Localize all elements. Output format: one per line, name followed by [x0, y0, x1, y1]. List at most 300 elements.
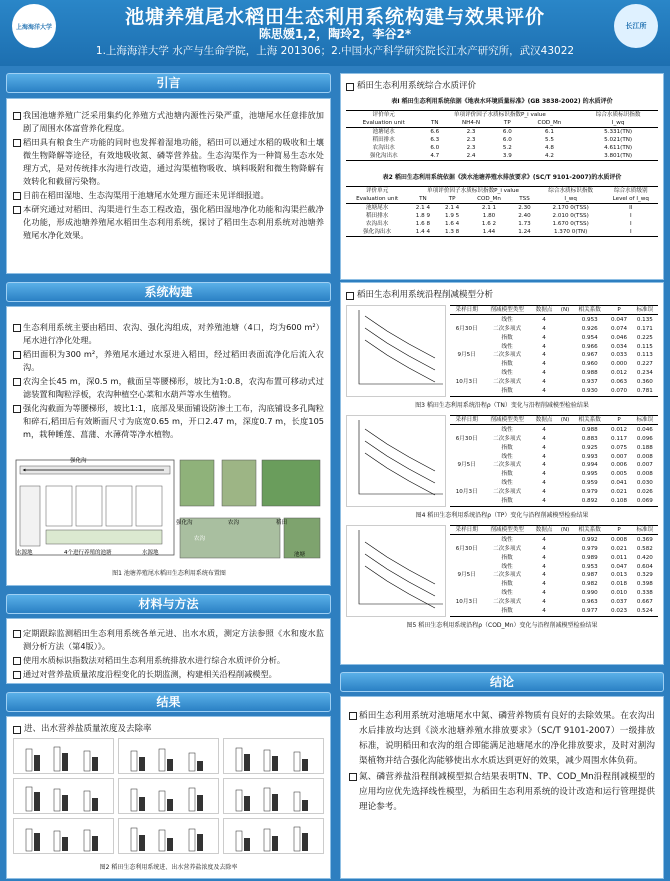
table-cell: 2.40 — [518, 213, 531, 219]
table-cell: 0.227 — [636, 361, 653, 368]
table-cell: 4 — [542, 435, 546, 442]
table-cell — [557, 369, 573, 378]
label-farm2: 农沟 — [194, 536, 206, 542]
table-cell — [557, 387, 573, 397]
table-cell: 线性 — [501, 343, 513, 350]
poster-title: 池塘养殖尾水稻田生态利用系统构建与效果评价 — [124, 6, 545, 28]
label-farm: 农沟 — [228, 520, 240, 526]
t2-h2: Evaluation unit — [346, 195, 408, 204]
model-caption: 图5 稻田生态利用系统沿程ρ（COD_Mn）变化与沿程削减模型检验结果 — [406, 622, 598, 629]
table-cell: 0.892 — [581, 498, 598, 505]
table-cell: 0.234 — [636, 370, 653, 377]
table-cell: 0.524 — [636, 608, 653, 615]
table-cell — [557, 571, 573, 580]
table-cell: 0.604 — [636, 563, 653, 570]
column-header: 采样日期 — [450, 526, 483, 535]
system-banner: 系统构建 — [6, 282, 331, 302]
t2-h2: I_wq — [538, 195, 604, 204]
decline-line — [365, 566, 435, 608]
column-header: (N) — [557, 526, 573, 535]
table-cell: 1.370 0(TN) — [553, 229, 588, 235]
table-cell: 0.074 — [611, 325, 628, 332]
table-cell: 0.967 — [581, 352, 598, 359]
conclusion-bullet: 氮、磷营养盐沿程削减模型拟合结果表明TN、TP、COD_Mn沿程削减模型的应用均应优先选择线性模型，为稻田生态利用系统的设计改造和运行管理提供理论参考。 — [349, 770, 655, 815]
t2-h: 综合水质标识指数 — [548, 188, 594, 194]
table-cell: 4.7 — [430, 153, 440, 159]
table-cell: 2.1 4 — [415, 205, 430, 211]
table-cell: 0.008 — [636, 471, 653, 478]
model-table — [450, 415, 658, 507]
table-cell: 指数 — [501, 554, 513, 561]
table-cell: 强化沟出水 — [363, 229, 392, 235]
table-cell: 0.075 — [611, 444, 628, 451]
table-cell: 1.80 — [482, 213, 496, 219]
table-cell — [557, 360, 573, 369]
table-cell — [557, 535, 573, 545]
models-panel — [340, 282, 664, 665]
table-cell: 1.9 5 — [444, 213, 460, 219]
table-cell: 5.2 — [502, 145, 512, 151]
column-header: 采样日期 — [450, 306, 483, 315]
table-cell: 4 — [542, 334, 546, 341]
t1-h2: I_wq — [578, 119, 658, 128]
table-row — [450, 535, 658, 545]
system-bullet: 生态利用系统主要由稻田、农沟、强化沟组成，对养殖池塘（4口，均为600 m²）尾水进行净化处理。 — [13, 321, 324, 347]
table-cell: 0.096 — [636, 435, 653, 442]
table-cell: 5.5 — [544, 137, 554, 143]
table-cell: 农沟出水 — [372, 145, 395, 151]
table-cell — [557, 470, 573, 479]
table-cell: 0.990 — [581, 590, 598, 597]
intro-banner: 引言 — [6, 73, 331, 93]
table-cell: 二次多项式 — [493, 379, 522, 386]
decline-plot — [346, 415, 446, 507]
table-cell: 0.007 — [611, 453, 628, 460]
table-cell: 4 — [542, 388, 546, 395]
table-cell: 0.781 — [636, 388, 653, 395]
table-cell: 1.4 4 — [415, 229, 430, 235]
table-cell: 2.30 — [518, 205, 531, 211]
date-cell: 6月30日 — [455, 435, 478, 442]
table-cell: 0.046 — [611, 334, 628, 341]
model-head — [450, 306, 658, 315]
bar-chart-panel — [13, 818, 114, 854]
table-cell: 4 — [542, 590, 546, 597]
table-cell: 0.012 — [611, 370, 628, 377]
date-cell: 9月5日 — [457, 572, 476, 579]
table-cell: 0.171 — [636, 325, 653, 332]
table-cell: 6.0 — [502, 129, 512, 135]
t2-h: 单项评价因子水质标识指数P_i value — [427, 188, 519, 194]
table-cell: 指数 — [501, 334, 513, 341]
table-cell — [557, 315, 573, 325]
table-cell: 0.926 — [581, 325, 598, 332]
affiliation: 1.上海海洋大学 水产与生命学院，上海 201306；2.中国水产科学研究院长江水产研究所，武汉43022 — [95, 45, 575, 57]
column-header: 数据点 — [531, 416, 557, 425]
table-row — [346, 212, 658, 220]
table-cell: 二次多项式 — [493, 545, 522, 552]
decline-line — [365, 316, 435, 358]
table-cell: 1.670 0(TSS) — [552, 221, 589, 227]
label-ponds: 4个进行养殖的池塘 — [64, 550, 112, 556]
table-cell — [557, 544, 573, 553]
table-cell: 指数 — [501, 388, 513, 395]
t2-h2: TN — [408, 195, 437, 204]
table-cell: 指数 — [501, 471, 513, 478]
table-cell: 二次多项式 — [493, 489, 522, 496]
t1-h2: TP — [494, 119, 521, 128]
table-cell: 1.8 9 — [415, 213, 430, 219]
table-cell: 0.070 — [611, 388, 628, 395]
header-row — [450, 526, 658, 535]
quality-table-2 — [346, 186, 658, 237]
table-cell: 0.930 — [581, 388, 598, 395]
column-header: 标准误 — [632, 306, 658, 315]
intro-bullet: 我国池塘养殖广泛采用集约化养殖方式池塘内源性污染严重，池塘尾水任意排放加剧了周围水体富营养化程度。 — [13, 109, 324, 135]
poster-header — [0, 0, 670, 66]
table-cell: 0.010 — [611, 590, 628, 597]
table-cell: I — [629, 221, 632, 227]
decline-line — [365, 554, 435, 596]
column-header: 削减模型类型 — [483, 416, 531, 425]
table-cell: 0.329 — [636, 572, 653, 579]
table-cell: 5.021(TN) — [604, 137, 633, 143]
table-cell: 0.979 — [581, 545, 598, 552]
label-water-source: 水源地 — [16, 550, 33, 556]
table-cell: 0.021 — [611, 545, 628, 552]
table-cell: 4 — [542, 370, 546, 377]
model-table — [450, 525, 658, 617]
table-cell: 线性 — [501, 590, 513, 597]
label-paddy: 稻田 — [276, 520, 288, 526]
table-cell — [557, 497, 573, 507]
table-cell: 4 — [542, 554, 546, 561]
intro-bullet: 本研究通过对稻田、沟渠进行生态工程改造，强化稻田湿地净化功能和沟渠拦截净化功能，形成池塘养殖尾水稻田生态利用系统，探讨了稻田生态利用系统对池塘养殖尾水净化效果。 — [13, 203, 324, 242]
t1-h2: NH4-N — [448, 119, 494, 128]
table-cell: 0.977 — [581, 608, 598, 615]
table-cell: 2.010 0(TSS) — [552, 213, 589, 219]
table-cell: 0.021 — [611, 489, 628, 496]
table-cell: 4 — [542, 563, 546, 570]
column-header: P — [606, 526, 631, 535]
table-cell — [557, 324, 573, 333]
decline-line — [365, 328, 435, 370]
table-cell: 池塘尾水 — [372, 129, 395, 135]
table-cell: 4 — [542, 316, 546, 323]
conclusion-panel — [340, 696, 664, 879]
decline-line — [365, 340, 435, 382]
table-cell: 0.925 — [581, 444, 598, 451]
bar-chart-panel — [118, 738, 219, 774]
table-cell: 0.369 — [636, 536, 653, 543]
table-cell: 指数 — [501, 581, 513, 588]
table-cell: 4 — [542, 352, 546, 359]
table-cell: 0.188 — [636, 444, 653, 451]
table-cell — [557, 425, 573, 435]
system-layout-figure — [14, 458, 324, 576]
table-cell: 0.667 — [636, 599, 653, 606]
table-cell: 0.987 — [581, 572, 598, 579]
table-cell: 4.611(TN) — [604, 145, 633, 151]
table-cell: 0.960 — [581, 361, 598, 368]
table-cell: 池塘尾水 — [365, 205, 389, 211]
table-cell: 0.953 — [581, 316, 598, 323]
table-cell: 4 — [542, 480, 546, 487]
column-header: (N) — [557, 416, 573, 425]
table-cell: 二次多项式 — [493, 462, 522, 469]
table-cell: 指数 — [501, 498, 513, 505]
table-row — [346, 220, 658, 228]
methods-panel — [6, 618, 331, 684]
table-cell: 二次多项式 — [493, 325, 522, 332]
column-header: 标准误 — [632, 416, 658, 425]
table-cell: 二次多项式 — [493, 435, 522, 442]
table-cell: 2.3 — [466, 129, 476, 135]
author-list: 陈思媛1,2，陶玲2，李谷2* — [258, 27, 412, 41]
t1-h: 评价单元 — [372, 112, 395, 118]
t2-h2: COD_Mn — [467, 195, 512, 204]
table1-caption: 表I 稻田生态利用系统依据《地表水环境质量标准》(GB 3838-2002) 的水质评价 — [391, 98, 613, 105]
table-cell: 0.005 — [611, 471, 628, 478]
intro-panel — [6, 98, 331, 274]
table-row — [450, 425, 658, 435]
quality-table-1 — [346, 110, 658, 161]
conclusion-bullet: 稻田生态利用系统对池塘尾水中氮、磷营养物质有良好的去除效果。在农沟出水后排放均达到《淡水池塘养殖水排放要求》（SC/T 9101-2007）一级排放标准，说明稻田和农沟的组合即能满足池塘尾水的净化排放要求，及时对割沟渠植物并结合强化沟能够使出水水质达到更好的效果，减少周围水体负荷。 — [349, 709, 655, 769]
table-cell: 4 — [542, 462, 546, 469]
table-cell: 4 — [542, 426, 546, 433]
column-header: (N) — [557, 306, 573, 315]
table-cell: 0.041 — [611, 480, 628, 487]
table-row — [346, 144, 658, 152]
table-cell — [557, 589, 573, 598]
table-cell — [557, 479, 573, 488]
table-cell: 4 — [542, 453, 546, 460]
table-cell: 4 — [542, 572, 546, 579]
t2-h2: TP — [438, 195, 467, 204]
table-cell: 稻田排水 — [372, 137, 395, 143]
table-cell: 0.006 — [611, 462, 628, 469]
model-body — [450, 535, 658, 617]
table-cell: 4 — [542, 325, 546, 332]
table-cell — [557, 333, 573, 342]
table-cell: 线性 — [501, 563, 513, 570]
table-cell — [557, 378, 573, 387]
table-cell: 6.3 — [430, 137, 440, 143]
table-cell: 0.018 — [611, 581, 628, 588]
label-pond: 池塘 — [294, 552, 306, 558]
institute-logo: 长江所 — [614, 4, 658, 48]
table-cell: 0.883 — [581, 435, 598, 442]
table-cell: 0.398 — [636, 581, 653, 588]
table-cell: 0.937 — [581, 379, 598, 386]
column-header: 标准误 — [632, 526, 658, 535]
table-cell: 0.047 — [611, 316, 628, 323]
intro-bullet: 稻田具有粮食生产功能的同时也发挥着湿地功能，稻田可以通过水稻的吸收和土壤微生物降解等途径，有效地吸收氮、磷等营养盐。生态沟渠作为一种简易生态水处理方式，是对传统排水沟进行改造，通过沟渠植物吸收、填料吸附和微生物降解有效转化和截留污染物。 — [13, 136, 324, 188]
table-cell: 2.3 — [466, 145, 476, 151]
intro-bullet: 目前在稻田湿地、生态沟渠用于池塘尾水处理方面还未见详细报道。 — [13, 189, 324, 202]
figure1-caption: 图1 池塘养殖尾水稻田生态利用系统布置图 — [112, 570, 226, 577]
table-cell: 0.047 — [611, 563, 628, 570]
model-body — [450, 425, 658, 507]
date-cell: 6月30日 — [455, 325, 478, 332]
table-cell: 4 — [542, 545, 546, 552]
table-cell: 0.008 — [611, 536, 628, 543]
table-cell — [557, 351, 573, 360]
table-cell: 2.4 — [466, 153, 476, 159]
figure2-caption: 图2 稻田生态利用系统进、出水营养盐浓度及去除率 — [99, 864, 238, 871]
bar-chart-panel — [223, 778, 324, 814]
table-cell: 4.8 — [544, 145, 554, 151]
table-cell — [557, 342, 573, 351]
system-bullet: 稻田面积为300 m²，养殖尾水通过水泵进入稻田，经过稻田表面流净化后流入农沟。 — [13, 348, 324, 374]
table-cell: 0.008 — [636, 453, 653, 460]
table-cell: 2.1 4 — [444, 205, 460, 211]
table-cell: 4.2 — [544, 153, 554, 159]
decline-plot — [346, 525, 446, 617]
date-cell: 6月30日 — [455, 545, 478, 552]
model-caption: 图3 稻田生态利用系统沿程ρ（TN）变化与沿程削减模型检验结果 — [415, 402, 589, 409]
bar-chart-panel — [118, 818, 219, 854]
table-cell — [557, 553, 573, 562]
label-ditch: 强化沟 — [70, 458, 87, 464]
header-row — [450, 416, 658, 425]
table-cell: 1.24 — [518, 229, 531, 235]
system-bullet: 农沟全长45 m，深0.5 m，截面呈等腰梯形，坡比为1:0.8，农沟布置可移动式过滤装置和陶粒浮板，农沟种植空心菜和水葫芦等水生植物。 — [13, 375, 324, 401]
table-cell: 0.953 — [581, 563, 598, 570]
table-cell: 指数 — [501, 444, 513, 451]
date-cell: 10月3日 — [455, 599, 478, 606]
decline-line — [365, 441, 435, 483]
table-cell: 0.011 — [611, 554, 628, 561]
table-cell — [557, 443, 573, 452]
model-block — [346, 415, 658, 507]
table-cell — [557, 461, 573, 470]
table-row — [450, 589, 658, 598]
table-cell: 0.360 — [636, 379, 653, 386]
table-cell: 1.73 — [518, 221, 531, 227]
t1-h2: COD_Mn — [521, 119, 579, 128]
table-cell: 0.000 — [611, 361, 628, 368]
table-cell: 1.44 — [482, 229, 496, 235]
table-cell: 指数 — [501, 608, 513, 615]
table-cell: 二次多项式 — [493, 572, 522, 579]
table-cell: 0.013 — [611, 572, 628, 579]
table-cell: 4 — [542, 599, 546, 606]
t1-h: 综合水质标识指数 — [595, 112, 641, 118]
table-cell: 0.966 — [581, 343, 598, 350]
models-heading: 稻田生态利用系统沿程削减模型分析 — [346, 289, 658, 302]
table-cell: 0.988 — [581, 426, 598, 433]
table-cell: 4 — [542, 343, 546, 350]
university-logo: 上海海洋大学 — [12, 4, 56, 48]
table-cell: 0.979 — [581, 489, 598, 496]
bar-chart-panel — [223, 818, 324, 854]
t1-h2: Evaluation unit — [346, 119, 421, 128]
t2-h: 综合水质级别 — [613, 188, 648, 194]
column-header: 削减模型类型 — [483, 526, 531, 535]
table-cell: 5.331(TN) — [604, 129, 633, 135]
decline-line — [365, 453, 435, 495]
table-row — [346, 228, 658, 237]
t1-h2: TN — [421, 119, 448, 128]
column-header: P — [606, 306, 631, 315]
table-cell: 1.3 8 — [444, 229, 460, 235]
table-cell: 2.3 — [466, 137, 476, 143]
table-cell: 0.963 — [581, 599, 598, 606]
table-cell: 0.023 — [611, 608, 628, 615]
model-table — [450, 305, 658, 397]
table-cell: 线性 — [501, 480, 513, 487]
table-cell: 0.993 — [581, 453, 598, 460]
table-cell: 线性 — [501, 536, 513, 543]
plot-svg — [347, 306, 447, 396]
table-row — [346, 136, 658, 144]
column-header: 数据点 — [531, 526, 557, 535]
column-header: 采样日期 — [450, 416, 483, 425]
column-header: 数据点 — [531, 306, 557, 315]
decline-line — [365, 542, 435, 584]
table-cell: 0.108 — [611, 498, 628, 505]
table-cell: 4 — [542, 581, 546, 588]
table-cell: 0.989 — [581, 554, 598, 561]
decline-line — [365, 429, 435, 471]
table-cell: 线性 — [501, 316, 513, 323]
table-cell: 4 — [542, 536, 546, 543]
date-cell: 9月5日 — [457, 462, 476, 469]
t2-h2: TSS — [511, 195, 537, 204]
table-cell: 0.994 — [581, 462, 598, 469]
model-block — [346, 305, 658, 397]
bar-chart-panel — [223, 738, 324, 774]
table-row — [450, 452, 658, 461]
table-cell: 4 — [542, 444, 546, 451]
table-cell: 0.420 — [636, 554, 653, 561]
table-cell: 0.959 — [581, 480, 598, 487]
table-cell: 1.6 8 — [415, 221, 430, 227]
table-cell: 0.995 — [581, 471, 598, 478]
table-cell: 二次多项式 — [493, 599, 522, 606]
table-cell: I — [629, 229, 632, 235]
layout-diagram — [14, 458, 324, 568]
conclusion-banner: 结论 — [340, 672, 664, 692]
table-cell — [557, 562, 573, 571]
column-header: 相关系数 — [573, 306, 606, 315]
t1-h: 单项评价因子水质标识指数P_i value — [453, 112, 546, 118]
table-cell: 0.135 — [636, 316, 653, 323]
date-cell: 10月3日 — [455, 489, 478, 496]
table-cell: 强化沟出水 — [369, 153, 398, 159]
table-cell: 0.988 — [581, 370, 598, 377]
table-cell: 0.069 — [636, 498, 653, 505]
bar-chart-panel — [118, 778, 219, 814]
table-row — [346, 204, 658, 213]
table-cell — [557, 434, 573, 443]
table-cell: 0.026 — [636, 489, 653, 496]
table-cell — [557, 598, 573, 607]
table-cell — [557, 452, 573, 461]
table-cell: 线性 — [501, 426, 513, 433]
table-cell: 2.170 0(TSS) — [552, 205, 589, 211]
model-block — [346, 525, 658, 617]
table-cell: I — [629, 213, 632, 219]
table-cell — [557, 607, 573, 617]
results-panel — [6, 716, 331, 879]
table-cell: 0.007 — [636, 462, 653, 469]
table-cell: 6.0 — [430, 145, 440, 151]
bar-chart-panel — [13, 738, 114, 774]
table-cell: 4 — [542, 608, 546, 615]
header-row — [450, 306, 658, 315]
